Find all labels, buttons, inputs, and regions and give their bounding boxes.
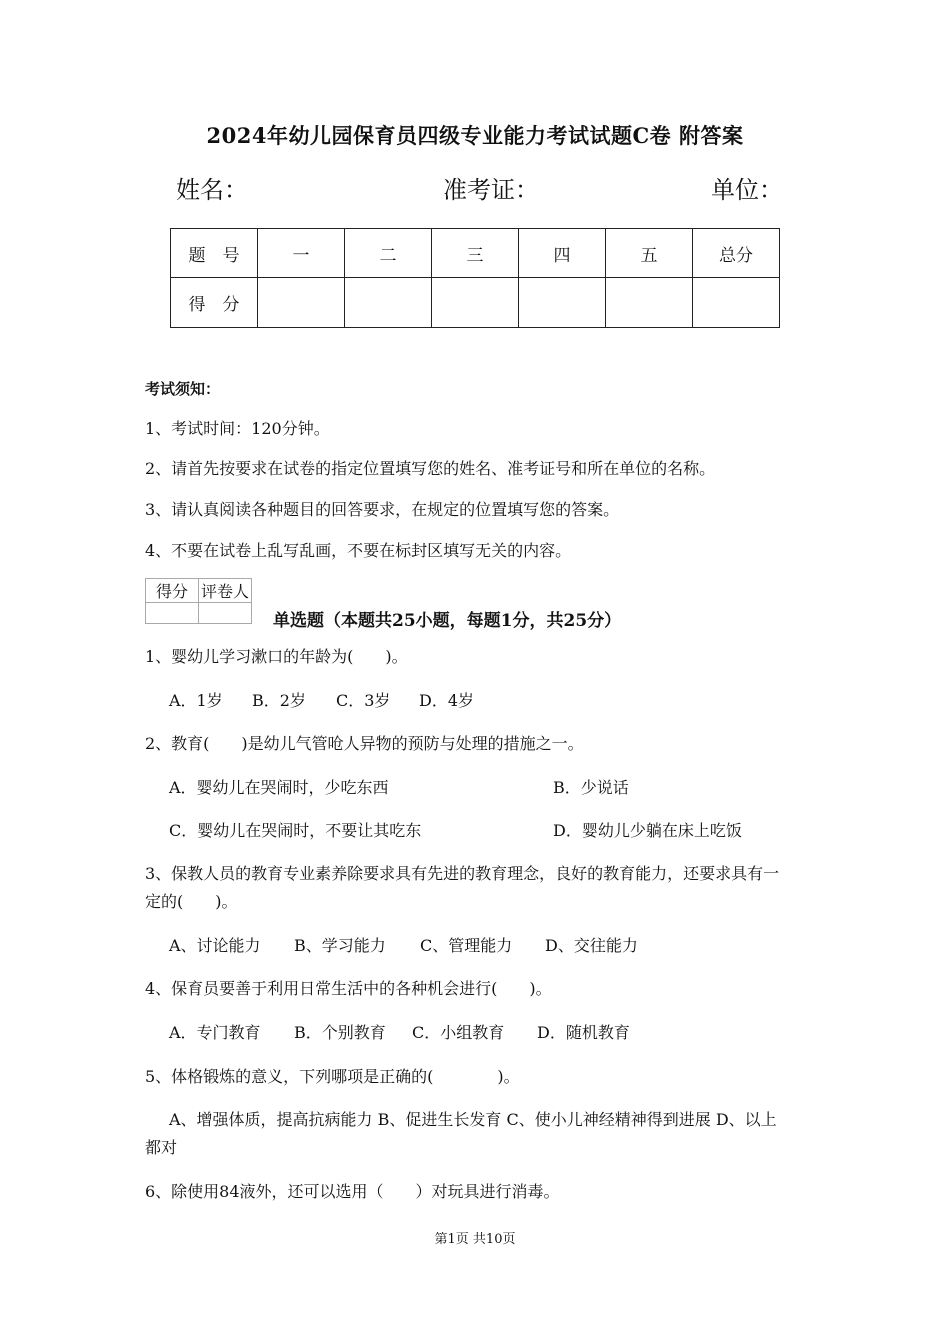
option-b: B．少说话 — [553, 778, 629, 797]
option-b: B、学习能力 — [294, 936, 386, 955]
option-a: A．婴幼儿在哭闹时，少吃东西 — [169, 778, 389, 797]
score-table-cell: 总分 — [693, 229, 780, 278]
score-entry-cell[interactable] — [606, 278, 693, 328]
question-stem: 3、保教人员的教育专业素养除要求具有先进的教育理念，良好的教育能力，还要求具有一 — [145, 864, 780, 883]
option-c: C、管理能力 — [420, 936, 513, 955]
option-c: C．3岁 — [336, 691, 391, 710]
question-stem: 2、教育( )是幼儿气管呛人异物的预防与处理的措施之一。 — [145, 734, 584, 753]
option-d: D．随机教育 — [537, 1023, 630, 1042]
grader-table — [145, 578, 252, 624]
score-table-cell: 题 号 — [171, 229, 258, 278]
exam-number-field-label: 准考证： — [443, 176, 539, 204]
document-title: 2024年幼儿园保育员四级专业能力考试试题C卷 附答案 — [206, 123, 744, 148]
grader-table-score-label: 得分 — [146, 579, 199, 603]
name-field-label: 姓名： — [176, 176, 248, 204]
question-stem: 1、婴幼儿学习漱口的年龄为( )。 — [145, 647, 408, 666]
question-stem: 6、除使用84液外，还可以选用（ ）对玩具进行消毒。 — [145, 1182, 560, 1201]
score-table-score-row — [171, 278, 780, 328]
section-title: 单选题（本题共25小题，每题1分，共25分） — [273, 611, 622, 631]
option-a: A．1岁 — [169, 691, 223, 710]
score-table-cell: 五 — [606, 229, 693, 278]
score-table-cell: 一 — [258, 229, 345, 278]
score-entry-cell[interactable] — [258, 278, 345, 328]
question-stem: 5、体格锻炼的意义，下列哪项是正确的( )。 — [145, 1067, 520, 1086]
score-entry-cell[interactable] — [345, 278, 432, 328]
option-d: D．4岁 — [419, 691, 475, 710]
options-inline-continued: 都对 — [145, 1138, 178, 1157]
notice-heading: 考试须知： — [145, 380, 221, 398]
grader-name-cell[interactable] — [199, 603, 252, 624]
notice-item: 1、考试时间：120分钟。 — [145, 419, 330, 438]
notice-item: 4、不要在试卷上乱写乱画，不要在标封区填写无关的内容。 — [145, 541, 572, 560]
option-d: D、交往能力 — [545, 936, 638, 955]
options-inline: A、增强体质，提高抗病能力 B、促进生长发育 C、使小儿神经精神得到进展 D、以上 — [169, 1110, 777, 1129]
score-entry-cell[interactable] — [693, 278, 780, 328]
score-entry-cell[interactable] — [432, 278, 519, 328]
score-table-cell: 二 — [345, 229, 432, 278]
option-c: C．小组教育 — [412, 1023, 505, 1042]
notice-item: 2、请首先按要求在试卷的指定位置填写您的姓名、准考证号和所在单位的名称。 — [145, 459, 716, 478]
option-a: A．专门教育 — [169, 1023, 261, 1042]
score-table-header-row — [171, 229, 780, 278]
grader-table-grader-label: 评卷人 — [199, 579, 252, 603]
score-table-cell: 得 分 — [171, 278, 258, 328]
notice-item: 3、请认真阅读各种题目的回答要求，在规定的位置填写您的答案。 — [145, 500, 620, 519]
option-a: A、讨论能力 — [169, 936, 261, 955]
score-table-cell: 四 — [519, 229, 606, 278]
score-entry-cell[interactable] — [519, 278, 606, 328]
option-c: C．婴幼儿在哭闹时，不要让其吃东 — [169, 821, 422, 840]
grader-score-cell[interactable] — [146, 603, 199, 624]
option-b: B．2岁 — [252, 691, 306, 710]
score-table-cell: 三 — [432, 229, 519, 278]
option-b: B．个别教育 — [294, 1023, 386, 1042]
question-stem-continued: 定的( )。 — [145, 892, 238, 911]
page-footer: 第1页 共10页 — [434, 1232, 516, 1247]
option-d: D．婴幼儿少躺在床上吃饭 — [553, 821, 742, 840]
unit-field-label: 单位： — [711, 176, 783, 204]
score-table — [170, 228, 780, 328]
question-stem: 4、保育员要善于利用日常生活中的各种机会进行( )。 — [145, 979, 552, 998]
